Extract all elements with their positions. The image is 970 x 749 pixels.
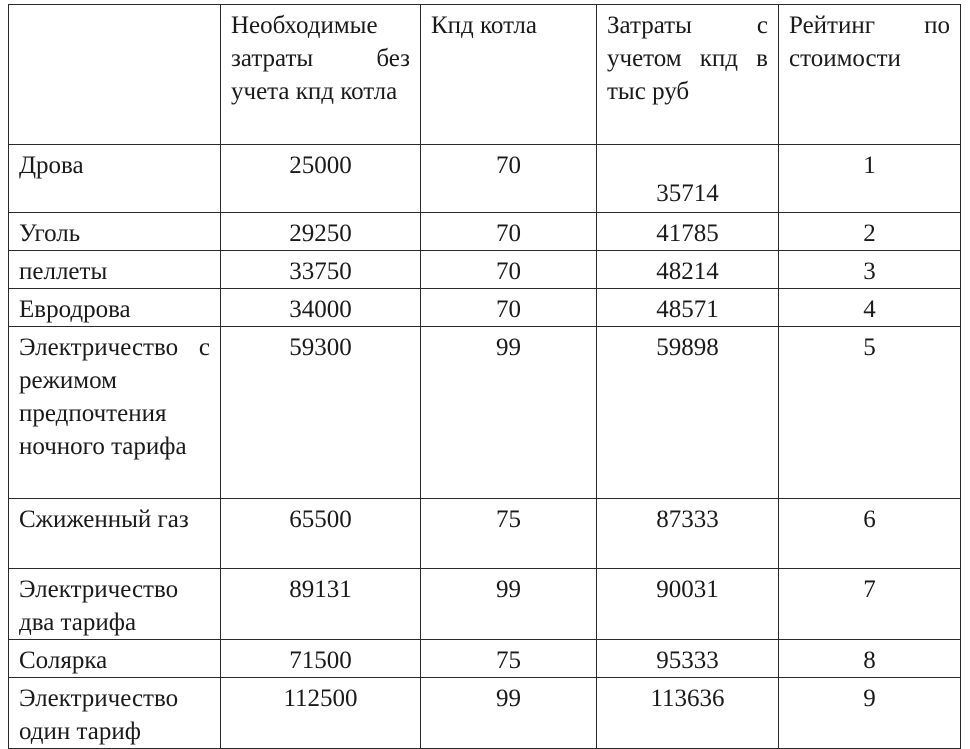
adjusted-cost: 59898 (597, 327, 779, 499)
table-row (9, 499, 961, 569)
header-adjusted-cost: Затраты с учетом кпд в тыс руб (597, 5, 779, 145)
base-cost: 25000 (221, 145, 421, 213)
header-base-cost: Необходимые затраты без учета кпд котла (221, 5, 421, 145)
efficiency: 99 (421, 678, 597, 749)
efficiency: 75 (421, 640, 597, 678)
efficiency: 70 (421, 251, 597, 289)
adjusted-cost: 41785 (597, 213, 779, 251)
adjusted-cost: 90031 (597, 569, 779, 640)
efficiency: 75 (421, 499, 597, 569)
fuel-name: Электричество два тарифа (9, 569, 221, 640)
base-cost: 65500 (221, 499, 421, 569)
adjusted-cost: 48214 (597, 251, 779, 289)
cost-comparison-table (8, 4, 961, 749)
rank: 1 (779, 145, 961, 213)
base-cost: 59300 (221, 327, 421, 499)
adjusted-cost: 35714 (597, 145, 779, 213)
table-row (9, 569, 961, 640)
base-cost: 34000 (221, 289, 421, 327)
efficiency: 99 (421, 569, 597, 640)
base-cost: 112500 (221, 678, 421, 749)
efficiency: 70 (421, 213, 597, 251)
fuel-name: Уголь (9, 213, 221, 251)
fuel-name: Электричество с режимом предпочтения ночного тарифа (9, 327, 221, 499)
base-cost: 29250 (221, 213, 421, 251)
rank: 8 (779, 640, 961, 678)
header-fuel (9, 5, 221, 145)
fuel-name: Дрова (9, 145, 221, 213)
header-efficiency: Кпд котла (421, 5, 597, 145)
rank: 3 (779, 251, 961, 289)
base-cost: 71500 (221, 640, 421, 678)
table-row (9, 251, 961, 289)
rank: 6 (779, 499, 961, 569)
adjusted-cost: 113636 (597, 678, 779, 749)
fuel-name: Сжиженный газ (9, 499, 221, 569)
efficiency: 99 (421, 327, 597, 499)
fuel-name: Электричество один тариф (9, 678, 221, 749)
rank: 9 (779, 678, 961, 749)
fuel-name: Евродрова (9, 289, 221, 327)
efficiency: 70 (421, 145, 597, 213)
fuel-name: пеллеты (9, 251, 221, 289)
rank: 5 (779, 327, 961, 499)
rank: 2 (779, 213, 961, 251)
base-cost: 89131 (221, 569, 421, 640)
base-cost: 33750 (221, 251, 421, 289)
rank: 4 (779, 289, 961, 327)
table-row (9, 640, 961, 678)
table-row (9, 213, 961, 251)
fuel-name: Солярка (9, 640, 221, 678)
table-row (9, 678, 961, 749)
adjusted-cost: 95333 (597, 640, 779, 678)
rank: 7 (779, 569, 961, 640)
table-row (9, 289, 961, 327)
table-row (9, 327, 961, 499)
table-row (9, 145, 961, 213)
adjusted-cost: 48571 (597, 289, 779, 327)
header-row (9, 5, 961, 145)
adjusted-cost: 87333 (597, 499, 779, 569)
header-rank: Рейтинг по стоимости (779, 5, 961, 145)
efficiency: 70 (421, 289, 597, 327)
